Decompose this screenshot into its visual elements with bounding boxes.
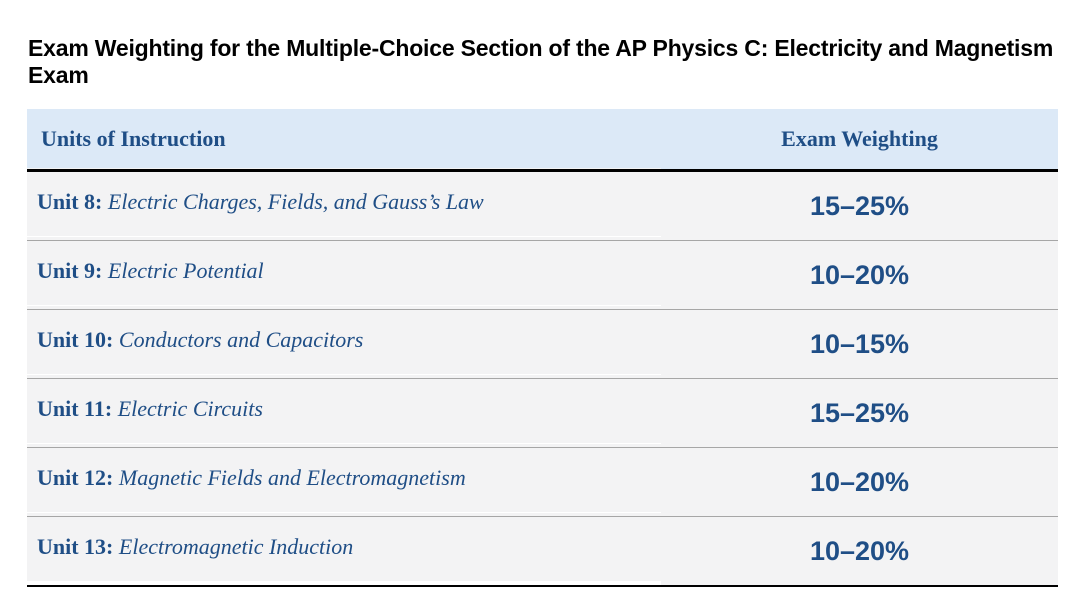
weighting-value: 15–25%: [661, 379, 1058, 448]
table-header-row: [27, 109, 1058, 171]
unit-number: Unit 9:: [37, 258, 103, 283]
unit-number: Unit 11:: [37, 396, 113, 421]
unit-name: Electric Charges, Fields, and Gauss’s Law: [107, 189, 484, 214]
unit-cell: [27, 306, 661, 375]
page-title: Exam Weighting for the Multiple-Choice Section of the AP Physics C: Electricity and Magnetism Exam: [28, 35, 1054, 89]
unit-cell: [27, 237, 661, 306]
unit-cell: [27, 167, 661, 237]
unit-cell: [27, 444, 661, 513]
unit-name: Electric Potential: [107, 258, 264, 283]
unit-name: Electric Circuits: [117, 396, 263, 421]
table-row: [27, 171, 1058, 241]
weighting-value: 15–25%: [661, 171, 1058, 241]
weighting-value: 10–20%: [661, 517, 1058, 587]
unit-cell: [27, 513, 661, 583]
unit-number: Unit 12:: [37, 465, 114, 490]
column-header-weighting: Exam Weighting: [661, 109, 1058, 171]
unit-name: Conductors and Capacitors: [118, 327, 364, 352]
weighting-value: 10–15%: [661, 310, 1058, 379]
column-header-units: Units of Instruction: [27, 109, 661, 171]
unit-number: Unit 8:: [37, 189, 103, 214]
unit-cell: [27, 375, 661, 444]
table-row: [27, 379, 1058, 448]
table-row: [27, 310, 1058, 379]
exam-weighting-table: [27, 109, 1058, 587]
table-row: [27, 448, 1058, 517]
table-row: [27, 241, 1058, 310]
weighting-value: 10–20%: [661, 241, 1058, 310]
unit-name: Electromagnetic Induction: [118, 534, 354, 559]
unit-name: Magnetic Fields and Electromagnetism: [118, 465, 466, 490]
table-row: [27, 517, 1058, 587]
unit-number: Unit 10:: [37, 327, 114, 352]
weighting-value: 10–20%: [661, 448, 1058, 517]
unit-number: Unit 13:: [37, 534, 114, 559]
